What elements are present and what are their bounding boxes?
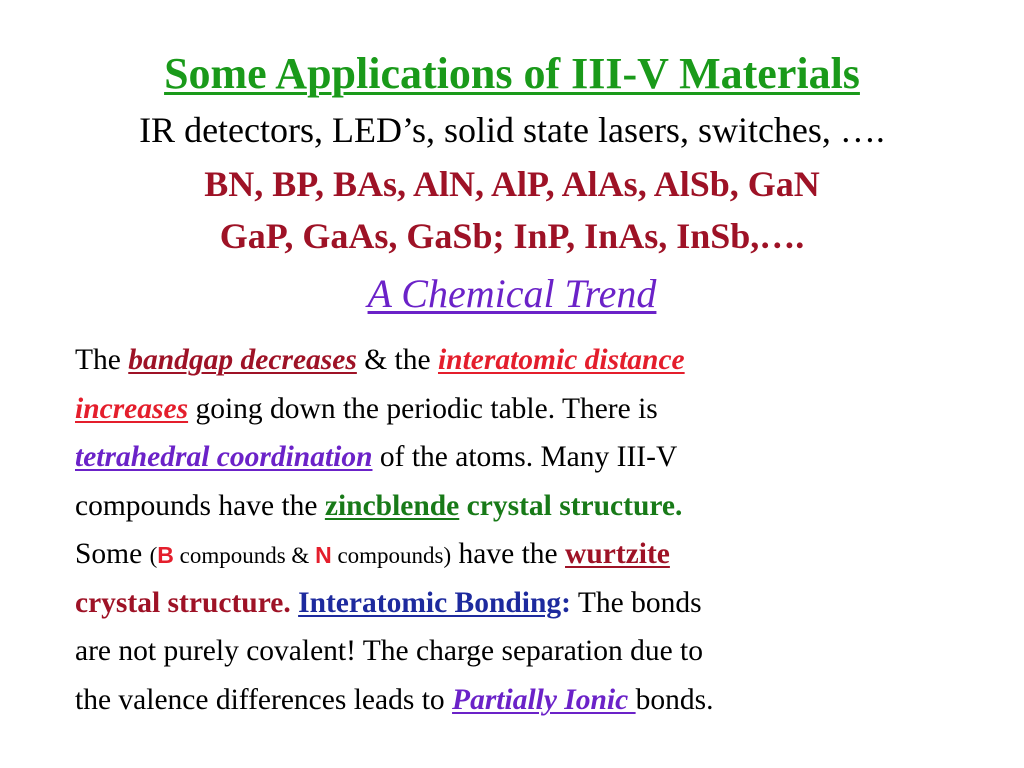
paragraph-line-1 <box>75 336 955 385</box>
applications-list: IR detectors, LED’s, solid state lasers, switches, …. <box>139 110 885 150</box>
paragraph-line-5 <box>75 530 955 579</box>
trend-paragraph <box>75 336 955 724</box>
compounds-line-1: BN, BP, BAs, AlN, AlP, AlAs, AlSb, GaN <box>204 164 820 204</box>
partially-ionic-term: Partially Ionic <box>452 683 636 716</box>
chemical-trend-heading: A Chemical Trend <box>367 271 657 316</box>
text-segment: the valence differences leads to <box>75 683 453 716</box>
text-segment: ( <box>149 543 158 568</box>
text-segment <box>291 587 298 619</box>
paragraph-line-6 <box>75 579 955 628</box>
paragraph-line-8 <box>75 676 955 725</box>
text-segment: & the <box>356 344 438 376</box>
text-segment: The bonds <box>570 586 702 619</box>
paragraph-line-2 <box>75 385 955 434</box>
compounds-line-2: GaP, GaAs, GaSb; InP, InAs, InSb,…. <box>219 216 805 256</box>
text-segment: have the <box>451 538 566 570</box>
slide-title: Some Applications of III-V Materials <box>164 49 860 98</box>
text-segment: The <box>75 344 129 376</box>
text-segment: Some <box>75 538 150 570</box>
colon: : <box>561 586 571 619</box>
tetrahedral-coordination-term: tetrahedral coordination <box>75 441 373 473</box>
text-segment: bonds. <box>635 683 714 716</box>
text-segment: of the atoms. Many III-V <box>372 441 678 473</box>
wurtzite-term: wurtzite <box>565 538 670 570</box>
interatomic-distance-term: interatomic distance <box>437 344 685 376</box>
boron-symbol: B <box>157 542 174 568</box>
increases-term: increases <box>75 392 189 425</box>
bandgap-decreases-term: bandgap decreases <box>128 344 357 376</box>
paragraph-line-4 <box>75 482 955 531</box>
nitrogen-symbol: N <box>315 542 332 568</box>
paragraph-line-3 <box>75 433 955 482</box>
zincblende-term: zincblende <box>324 489 460 522</box>
text-segment: compounds have the <box>75 489 325 522</box>
crystal-structure-term: crystal structure. <box>75 586 291 619</box>
interatomic-bonding-term: Interatomic Bonding <box>298 586 562 619</box>
crystal-structure-term: crystal structure. <box>459 489 683 522</box>
text-segment: going down the periodic table. There is <box>188 392 658 425</box>
text-segment: compounds & <box>173 543 316 568</box>
text-segment: compounds) <box>331 543 452 568</box>
paragraph-line-7: are not purely covalent! The charge separation due to <box>75 635 703 667</box>
